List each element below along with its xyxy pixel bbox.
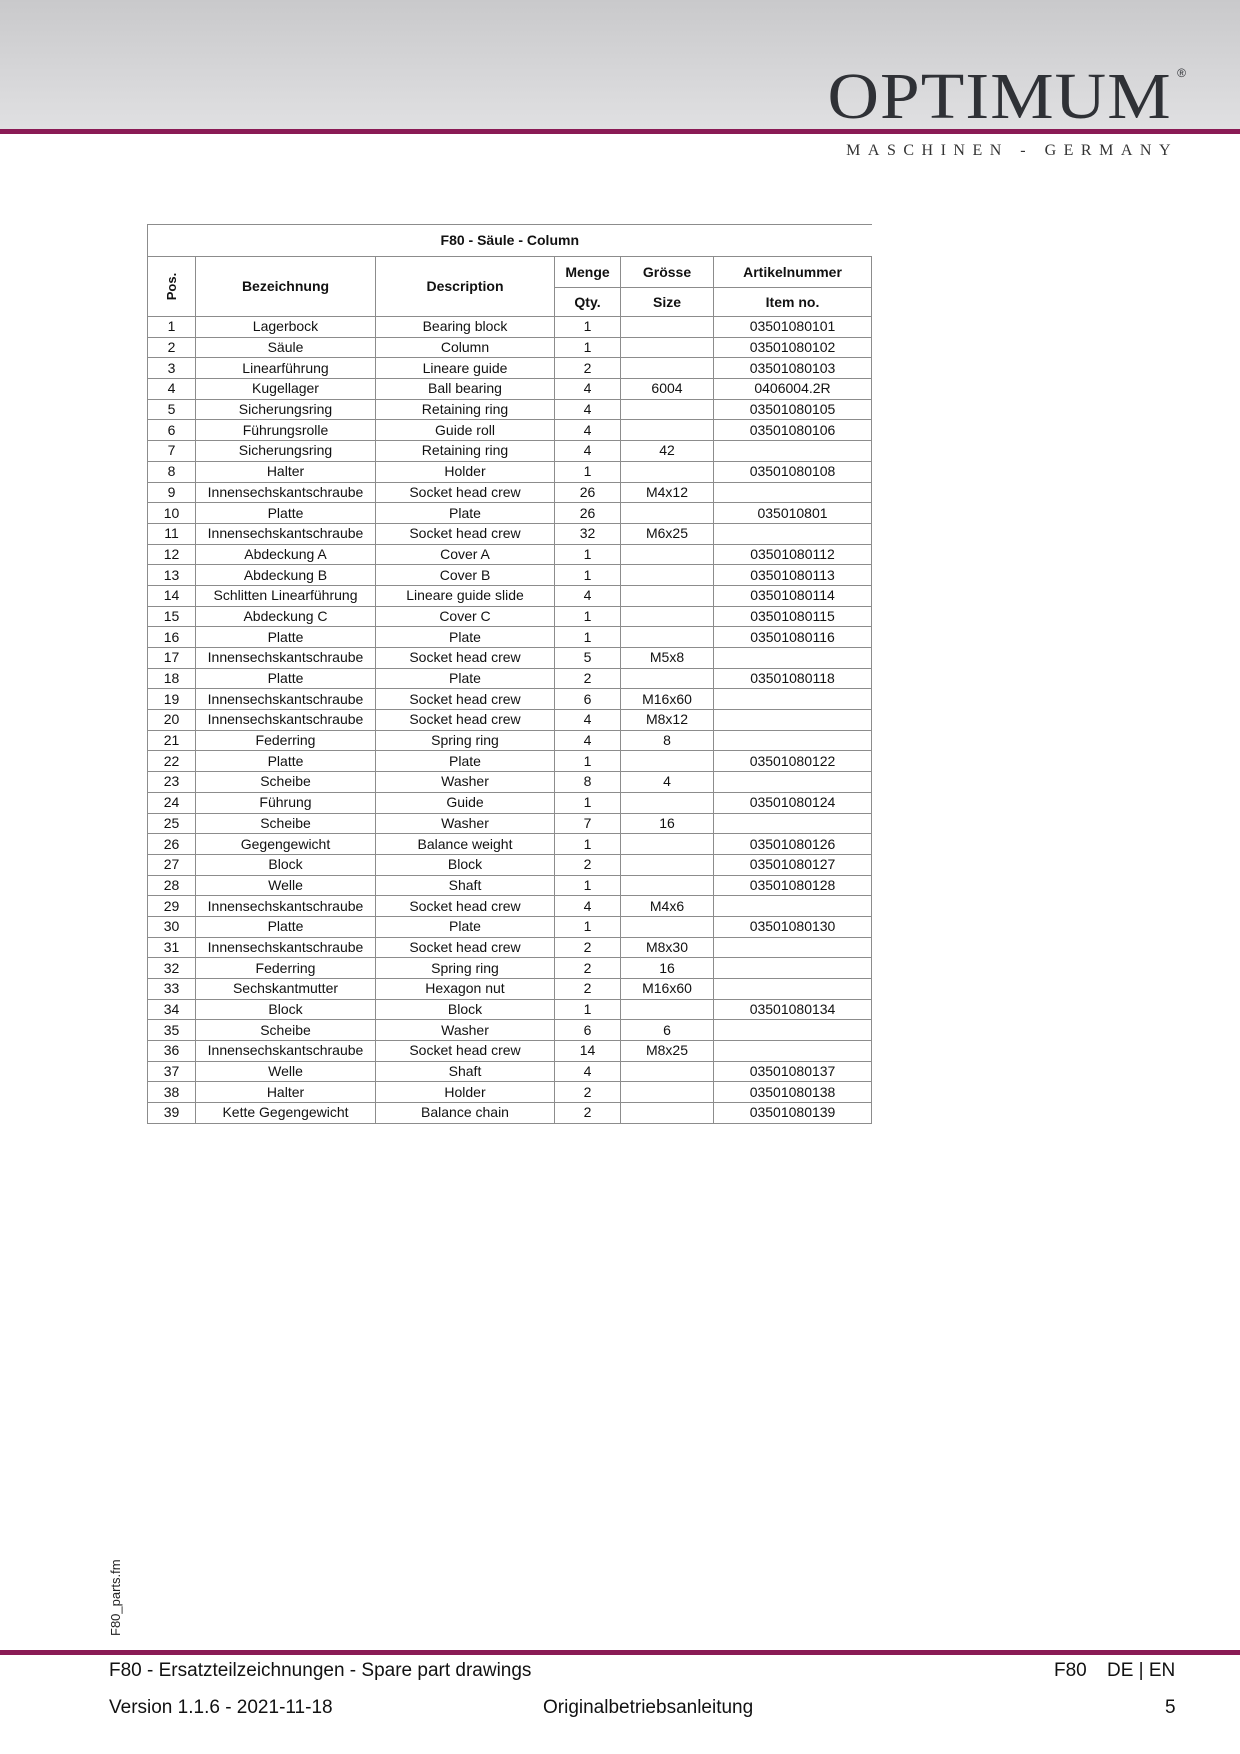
cell-bezeichnung: Block	[196, 854, 376, 875]
cell-item-no	[714, 482, 872, 503]
cell-item-no: 03501080105	[714, 399, 872, 420]
cell-item-no: 03501080137	[714, 1061, 872, 1082]
cell-description: Ball bearing	[376, 379, 555, 400]
cell-size: 16	[621, 958, 714, 979]
cell-bezeichnung: Scheibe	[196, 1020, 376, 1041]
cell-description: Socket head crew	[376, 1041, 555, 1062]
table-row	[148, 1041, 872, 1062]
cell-pos: 4	[148, 379, 196, 400]
table-row	[148, 958, 872, 979]
cell-size	[621, 358, 714, 379]
cell-bezeichnung: Platte	[196, 503, 376, 524]
cell-item-no: 03501080101	[714, 317, 872, 338]
cell-item-no	[714, 689, 872, 710]
cell-pos: 5	[148, 399, 196, 420]
cell-pos: 33	[148, 979, 196, 1000]
cell-item-no	[714, 710, 872, 731]
cell-description: Spring ring	[376, 730, 555, 751]
cell-description: Plate	[376, 751, 555, 772]
cell-bezeichnung: Innensechskantschraube	[196, 896, 376, 917]
cell-pos: 34	[148, 999, 196, 1020]
cell-bezeichnung: Welle	[196, 1061, 376, 1082]
cell-item-no	[714, 772, 872, 793]
cell-pos: 22	[148, 751, 196, 772]
header-pos-label: Pos.	[164, 272, 179, 301]
cell-pos: 37	[148, 1061, 196, 1082]
table-row	[148, 441, 872, 462]
cell-pos: 11	[148, 523, 196, 544]
cell-size	[621, 565, 714, 586]
table-row	[148, 792, 872, 813]
cell-item-no: 03501080128	[714, 875, 872, 896]
cell-size	[621, 854, 714, 875]
cell-pos: 10	[148, 503, 196, 524]
cell-pos: 26	[148, 834, 196, 855]
cell-pos: 35	[148, 1020, 196, 1041]
cell-description: Socket head crew	[376, 648, 555, 669]
cell-description: Bearing block	[376, 317, 555, 338]
cell-description: Socket head crew	[376, 482, 555, 503]
cell-size	[621, 606, 714, 627]
cell-size	[621, 544, 714, 565]
table-row	[148, 999, 872, 1020]
cell-qty: 1	[555, 461, 621, 482]
header-artikelnummer: Artikelnummer	[714, 257, 872, 288]
cell-pos: 24	[148, 792, 196, 813]
cell-bezeichnung: Führung	[196, 792, 376, 813]
cell-bezeichnung: Federring	[196, 730, 376, 751]
cell-size: 42	[621, 441, 714, 462]
cell-size	[621, 627, 714, 648]
table-row	[148, 606, 872, 627]
cell-pos: 14	[148, 585, 196, 606]
cell-qty: 2	[555, 358, 621, 379]
table-row	[148, 482, 872, 503]
cell-qty: 4	[555, 730, 621, 751]
cell-bezeichnung: Säule	[196, 337, 376, 358]
cell-bezeichnung: Abdeckung C	[196, 606, 376, 627]
cell-size: M8x30	[621, 937, 714, 958]
table-row	[148, 1061, 872, 1082]
brand-logo	[827, 60, 1186, 160]
cell-item-no: 03501080116	[714, 627, 872, 648]
cell-qty: 8	[555, 772, 621, 793]
cell-description: Washer	[376, 813, 555, 834]
table-row	[148, 668, 872, 689]
cell-item-no	[714, 958, 872, 979]
cell-size: M6x25	[621, 523, 714, 544]
cell-pos: 7	[148, 441, 196, 462]
table-row	[148, 1103, 872, 1124]
table-row	[148, 379, 872, 400]
cell-bezeichnung: Federring	[196, 958, 376, 979]
cell-bezeichnung: Gegengewicht	[196, 834, 376, 855]
cell-bezeichnung: Innensechskantschraube	[196, 710, 376, 731]
cell-size	[621, 792, 714, 813]
cell-description: Socket head crew	[376, 523, 555, 544]
header-bezeichnung: Bezeichnung	[196, 257, 376, 317]
cell-size	[621, 916, 714, 937]
cell-description: Plate	[376, 503, 555, 524]
cell-pos: 16	[148, 627, 196, 648]
cell-bezeichnung: Abdeckung A	[196, 544, 376, 565]
cell-qty: 1	[555, 875, 621, 896]
cell-description: Balance weight	[376, 834, 555, 855]
cell-bezeichnung: Platte	[196, 751, 376, 772]
cell-pos: 12	[148, 544, 196, 565]
cell-item-no: 03501080108	[714, 461, 872, 482]
cell-item-no	[714, 730, 872, 751]
cell-item-no: 03501080134	[714, 999, 872, 1020]
cell-item-no: 035010801	[714, 503, 872, 524]
cell-qty: 4	[555, 441, 621, 462]
cell-pos: 21	[148, 730, 196, 751]
cell-size	[621, 420, 714, 441]
cell-size: M16x60	[621, 979, 714, 1000]
cell-item-no	[714, 1020, 872, 1041]
cell-pos: 17	[148, 648, 196, 669]
cell-pos: 18	[148, 668, 196, 689]
cell-qty: 1	[555, 751, 621, 772]
footer-languages: DE | EN	[1107, 1660, 1176, 1681]
cell-pos: 25	[148, 813, 196, 834]
cell-size	[621, 461, 714, 482]
cell-description: Hexagon nut	[376, 979, 555, 1000]
cell-size	[621, 875, 714, 896]
cell-description: Block	[376, 854, 555, 875]
cell-size	[621, 585, 714, 606]
cell-pos: 28	[148, 875, 196, 896]
cell-item-no: 03501080102	[714, 337, 872, 358]
table-row	[148, 565, 872, 586]
table-row	[148, 317, 872, 338]
cell-bezeichnung: Führungsrolle	[196, 420, 376, 441]
cell-qty: 4	[555, 420, 621, 441]
cell-size: 8	[621, 730, 714, 751]
cell-pos: 23	[148, 772, 196, 793]
cell-size: M16x60	[621, 689, 714, 710]
table-row	[148, 399, 872, 420]
cell-pos: 27	[148, 854, 196, 875]
cell-bezeichnung: Innensechskantschraube	[196, 523, 376, 544]
cell-item-no: 03501080112	[714, 544, 872, 565]
cell-bezeichnung: Scheibe	[196, 772, 376, 793]
cell-description: Washer	[376, 1020, 555, 1041]
cell-bezeichnung: Linearführung	[196, 358, 376, 379]
cell-pos: 20	[148, 710, 196, 731]
cell-bezeichnung: Innensechskantschraube	[196, 1041, 376, 1062]
cell-bezeichnung: Innensechskantschraube	[196, 482, 376, 503]
cell-size	[621, 503, 714, 524]
cell-qty: 4	[555, 896, 621, 917]
cell-qty: 4	[555, 710, 621, 731]
cell-description: Socket head crew	[376, 710, 555, 731]
table-row	[148, 916, 872, 937]
footer-page-number: 5	[1165, 1697, 1176, 1718]
cell-pos: 39	[148, 1103, 196, 1124]
cell-size: 6004	[621, 379, 714, 400]
cell-qty: 14	[555, 1041, 621, 1062]
cell-description: Cover C	[376, 606, 555, 627]
cell-size	[621, 751, 714, 772]
cell-qty: 2	[555, 854, 621, 875]
table-row	[148, 979, 872, 1000]
cell-qty: 4	[555, 1061, 621, 1082]
cell-pos: 15	[148, 606, 196, 627]
cell-qty: 2	[555, 958, 621, 979]
footer-doc-type: Originalbetriebsanleitung	[543, 1697, 754, 1718]
cell-item-no	[714, 648, 872, 669]
cell-item-no: 03501080124	[714, 792, 872, 813]
header-size: Size	[621, 288, 714, 317]
cell-item-no: 03501080122	[714, 751, 872, 772]
cell-description: Guide	[376, 792, 555, 813]
cell-description: Shaft	[376, 1061, 555, 1082]
cell-pos: 29	[148, 896, 196, 917]
cell-size	[621, 337, 714, 358]
header-description: Description	[376, 257, 555, 317]
footer-version: Version 1.1.6 - 2021-11-18	[109, 1697, 333, 1718]
cell-qty: 1	[555, 317, 621, 338]
cell-qty: 6	[555, 689, 621, 710]
cell-qty: 1	[555, 792, 621, 813]
cell-qty: 1	[555, 999, 621, 1020]
cell-item-no: 03501080115	[714, 606, 872, 627]
cell-qty: 1	[555, 544, 621, 565]
cell-item-no: 0406004.2R	[714, 379, 872, 400]
cell-bezeichnung: Kugellager	[196, 379, 376, 400]
side-file-label: F80_parts.fm	[108, 1559, 123, 1636]
cell-size	[621, 668, 714, 689]
table-row	[148, 503, 872, 524]
cell-description: Washer	[376, 772, 555, 793]
cell-item-no: 03501080118	[714, 668, 872, 689]
table-row	[148, 937, 872, 958]
cell-item-no	[714, 523, 872, 544]
table-title: F80 - Säule - Column	[148, 225, 872, 257]
cell-description: Lineare guide	[376, 358, 555, 379]
table-row	[148, 1020, 872, 1041]
table-row	[148, 1082, 872, 1103]
parts-table	[147, 224, 872, 1124]
cell-pos: 38	[148, 1082, 196, 1103]
cell-description: Guide roll	[376, 420, 555, 441]
cell-bezeichnung: Sechskantmutter	[196, 979, 376, 1000]
table-row	[148, 689, 872, 710]
cell-description: Cover A	[376, 544, 555, 565]
cell-description: Spring ring	[376, 958, 555, 979]
cell-size	[621, 834, 714, 855]
cell-item-no	[714, 937, 872, 958]
cell-qty: 2	[555, 1103, 621, 1124]
cell-qty: 5	[555, 648, 621, 669]
table-row	[148, 854, 872, 875]
cell-qty: 1	[555, 606, 621, 627]
cell-bezeichnung: Schlitten Linearführung	[196, 585, 376, 606]
cell-bezeichnung: Sicherungsring	[196, 441, 376, 462]
cell-bezeichnung: Welle	[196, 875, 376, 896]
cell-size	[621, 999, 714, 1020]
cell-size	[621, 399, 714, 420]
cell-qty: 32	[555, 523, 621, 544]
cell-item-no: 03501080106	[714, 420, 872, 441]
cell-qty: 4	[555, 585, 621, 606]
cell-pos: 19	[148, 689, 196, 710]
cell-description: Shaft	[376, 875, 555, 896]
cell-pos: 31	[148, 937, 196, 958]
cell-item-no: 03501080114	[714, 585, 872, 606]
cell-size: M4x6	[621, 896, 714, 917]
cell-description: Holder	[376, 461, 555, 482]
cell-qty: 6	[555, 1020, 621, 1041]
table-row	[148, 420, 872, 441]
cell-size: M4x12	[621, 482, 714, 503]
table-row	[148, 896, 872, 917]
table-row	[148, 337, 872, 358]
cell-bezeichnung: Sicherungsring	[196, 399, 376, 420]
cell-size	[621, 1082, 714, 1103]
cell-item-no: 03501080130	[714, 916, 872, 937]
cell-size	[621, 317, 714, 338]
cell-description: Lineare guide slide	[376, 585, 555, 606]
cell-description: Socket head crew	[376, 937, 555, 958]
cell-size: 6	[621, 1020, 714, 1041]
cell-qty: 1	[555, 627, 621, 648]
cell-pos: 9	[148, 482, 196, 503]
table-row	[148, 834, 872, 855]
cell-qty: 2	[555, 668, 621, 689]
cell-pos: 1	[148, 317, 196, 338]
footer-model: F80	[1054, 1660, 1087, 1681]
cell-size: M8x25	[621, 1041, 714, 1062]
cell-size: M5x8	[621, 648, 714, 669]
cell-item-no: 03501080103	[714, 358, 872, 379]
cell-qty: 2	[555, 937, 621, 958]
cell-size	[621, 1061, 714, 1082]
cell-description: Socket head crew	[376, 896, 555, 917]
cell-description: Plate	[376, 916, 555, 937]
logo-tagline: MASCHINEN - GERMANY	[846, 142, 1178, 159]
header-menge: Menge	[555, 257, 621, 288]
cell-pos: 32	[148, 958, 196, 979]
cell-bezeichnung: Platte	[196, 668, 376, 689]
cell-size: 4	[621, 772, 714, 793]
table-row	[148, 648, 872, 669]
cell-qty: 2	[555, 1082, 621, 1103]
cell-qty: 7	[555, 813, 621, 834]
cell-description: Cover B	[376, 565, 555, 586]
cell-qty: 4	[555, 379, 621, 400]
cell-qty: 2	[555, 979, 621, 1000]
table-row	[148, 751, 872, 772]
table-row	[148, 730, 872, 751]
cell-qty: 26	[555, 482, 621, 503]
cell-qty: 1	[555, 834, 621, 855]
table-row	[148, 710, 872, 731]
cell-bezeichnung: Platte	[196, 916, 376, 937]
cell-item-no	[714, 1041, 872, 1062]
cell-qty: 26	[555, 503, 621, 524]
cell-bezeichnung: Innensechskantschraube	[196, 648, 376, 669]
cell-item-no: 03501080127	[714, 854, 872, 875]
cell-pos: 13	[148, 565, 196, 586]
cell-description: Socket head crew	[376, 689, 555, 710]
cell-description: Column	[376, 337, 555, 358]
table-row	[148, 772, 872, 793]
cell-description: Retaining ring	[376, 441, 555, 462]
cell-size: M8x12	[621, 710, 714, 731]
header-pos	[148, 257, 196, 317]
logo-registered-mark: ®	[1177, 66, 1186, 80]
cell-item-no: 03501080139	[714, 1103, 872, 1124]
footer-title: F80 - Ersatzteilzeichnungen - Spare part drawings	[109, 1660, 532, 1681]
table-row	[148, 813, 872, 834]
table-row	[148, 461, 872, 482]
table-row	[148, 627, 872, 648]
table-row	[148, 585, 872, 606]
cell-pos: 3	[148, 358, 196, 379]
cell-pos: 36	[148, 1041, 196, 1062]
cell-item-no	[714, 813, 872, 834]
cell-qty: 1	[555, 565, 621, 586]
cell-description: Plate	[376, 627, 555, 648]
cell-bezeichnung: Scheibe	[196, 813, 376, 834]
cell-pos: 6	[148, 420, 196, 441]
parts-table-body	[148, 317, 872, 1124]
cell-qty: 1	[555, 916, 621, 937]
cell-item-no	[714, 979, 872, 1000]
cell-item-no	[714, 441, 872, 462]
header-item-no: Item no.	[714, 288, 872, 317]
cell-bezeichnung: Halter	[196, 1082, 376, 1103]
header-qty: Qty.	[555, 288, 621, 317]
cell-pos: 8	[148, 461, 196, 482]
cell-bezeichnung: Innensechskantschraube	[196, 689, 376, 710]
cell-bezeichnung: Abdeckung B	[196, 565, 376, 586]
cell-bezeichnung: Block	[196, 999, 376, 1020]
cell-pos: 2	[148, 337, 196, 358]
cell-description: Balance chain	[376, 1103, 555, 1124]
cell-description: Plate	[376, 668, 555, 689]
cell-description: Retaining ring	[376, 399, 555, 420]
table-row	[148, 875, 872, 896]
table-row	[148, 523, 872, 544]
cell-item-no	[714, 896, 872, 917]
cell-description: Block	[376, 999, 555, 1020]
cell-qty: 1	[555, 337, 621, 358]
cell-size: 16	[621, 813, 714, 834]
cell-bezeichnung: Innensechskantschraube	[196, 937, 376, 958]
cell-qty: 4	[555, 399, 621, 420]
footer-accent-rule	[0, 1650, 1240, 1655]
cell-item-no: 03501080126	[714, 834, 872, 855]
cell-bezeichnung: Platte	[196, 627, 376, 648]
cell-bezeichnung: Lagerbock	[196, 317, 376, 338]
logo-wordmark: OPTIMUM	[827, 60, 1172, 133]
cell-bezeichnung: Halter	[196, 461, 376, 482]
cell-pos: 30	[148, 916, 196, 937]
cell-description: Holder	[376, 1082, 555, 1103]
header-groesse: Grösse	[621, 257, 714, 288]
table-row	[148, 358, 872, 379]
cell-bezeichnung: Kette Gegengewicht	[196, 1103, 376, 1124]
cell-size	[621, 1103, 714, 1124]
cell-item-no: 03501080113	[714, 565, 872, 586]
table-row	[148, 544, 872, 565]
cell-item-no: 03501080138	[714, 1082, 872, 1103]
